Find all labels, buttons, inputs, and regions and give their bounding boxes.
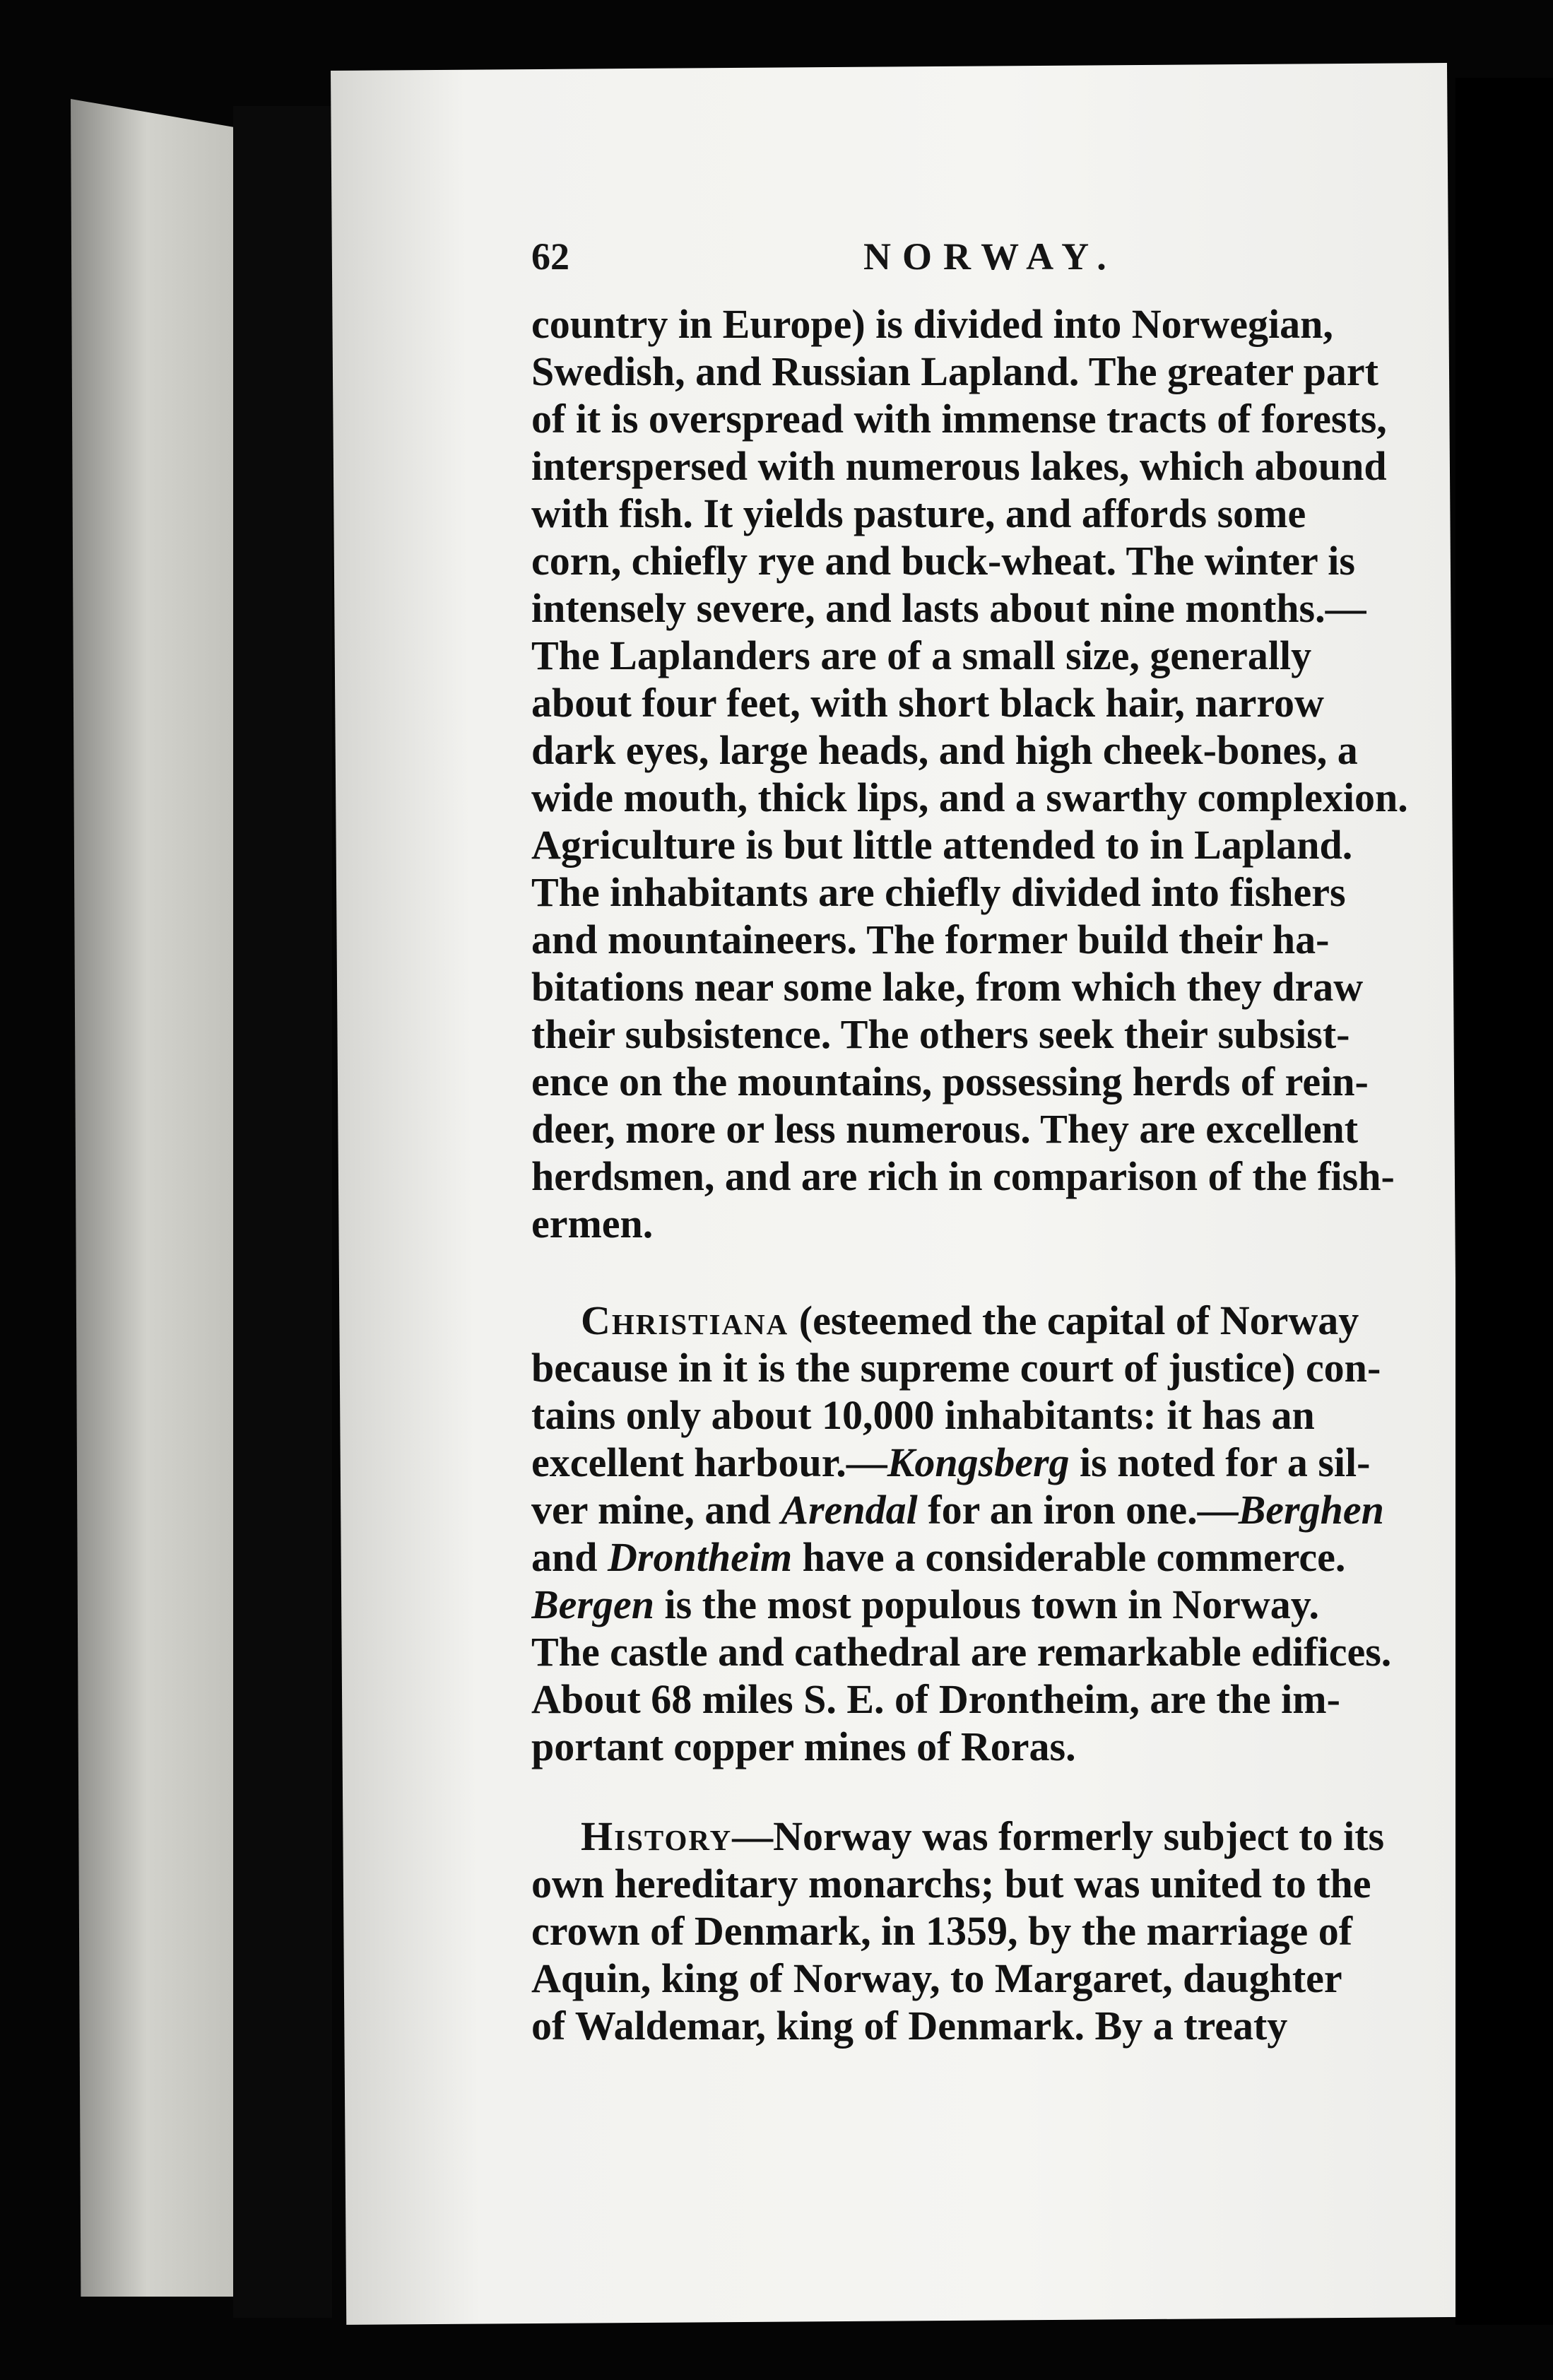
- text-line: ence on the mountains, possessing herds of rein-: [531, 1059, 1369, 1104]
- text-line: portant copper mines of Roras.: [531, 1724, 1076, 1769]
- text-line: of Waldemar, king of Denmark. By a treaty: [531, 2003, 1288, 2049]
- page-header: [531, 235, 1485, 291]
- text-line: interspersed with numerous lakes, which abound: [531, 443, 1387, 489]
- running-title: NORWAY.: [863, 235, 1118, 278]
- text-line: The castle and cathedral are remarkable edifices.: [531, 1629, 1392, 1675]
- text-line: History—Norway was formerly subject to its: [581, 1813, 1385, 1859]
- text-line: their subsistence. The others seek their subsist-: [531, 1011, 1350, 1057]
- place-name: Kongsberg: [887, 1439, 1070, 1485]
- text-line: country in Europe) is divided into Norwegian,: [531, 301, 1333, 347]
- text-line: Agriculture is but little attended to in Lapland.: [531, 822, 1353, 868]
- text-line: own hereditary monarchs; but was united to the: [531, 1861, 1371, 1907]
- book-spine: [233, 106, 332, 2318]
- text-line: about four feet, with short black hair, narrow: [531, 680, 1324, 726]
- text-line: Aquin, king of Norway, to Margaret, daughter: [531, 1955, 1342, 2001]
- text-line: ver mine, and Arendal for an iron one.—Berghen: [531, 1487, 1384, 1533]
- text-line: of it is overspread with immense tracts of forests,: [531, 396, 1387, 442]
- section-lead: Christiana: [581, 1297, 789, 1343]
- text-line: tains only about 10,000 inhabitants: it has an: [531, 1392, 1315, 1438]
- paragraph-history: [531, 1813, 1478, 2049]
- text-line: herdsmen, and are rich in comparison of the fish-: [531, 1153, 1395, 1199]
- text-line: with fish. It yields pasture, and affords some: [531, 490, 1306, 536]
- place-name: Arendal: [781, 1487, 918, 1533]
- text-line: excellent harbour.—Kongsberg is noted for a sil-: [531, 1439, 1371, 1485]
- place-name: Drontheim: [608, 1534, 793, 1580]
- section-lead: History: [581, 1813, 733, 1859]
- text-line: intensely severe, and lasts about nine months.—: [531, 585, 1366, 631]
- text-line: bitations near some lake, from which they draw: [531, 964, 1364, 1010]
- page-number: 62: [531, 235, 569, 278]
- text-line: Christiana (esteemed the capital of Norway: [581, 1297, 1359, 1343]
- text-line: wide mouth, thick lips, and a swarthy complexion.: [531, 774, 1408, 820]
- text-line: corn, chiefly rye and buck-wheat. The winter is: [531, 538, 1355, 584]
- text-line: dark eyes, large heads, and high cheek-bones, a: [531, 727, 1358, 773]
- text-line: and Drontheim have a considerable commerce.: [531, 1534, 1346, 1580]
- text-line: About 68 miles S. E. of Drontheim, are the im-: [531, 1676, 1340, 1722]
- text-line: crown of Denmark, in 1359, by the marriage of: [531, 1908, 1353, 1954]
- text-line: ermen.: [531, 1201, 654, 1247]
- place-name: Berghen: [1238, 1487, 1384, 1533]
- text-line: because in it is the supreme court of justice) con-: [531, 1345, 1381, 1391]
- text-line: The Laplanders are of a small size, generally: [531, 632, 1312, 678]
- text-line: Bergen is the most populous town in Norway.: [531, 1581, 1320, 1627]
- text-line: The inhabitants are chiefly divided into fishers: [531, 869, 1346, 915]
- text-line: and mountaineers. The former build their ha-: [531, 917, 1330, 962]
- paragraph-christiana: [531, 1297, 1478, 1770]
- paragraph-lapland: [531, 300, 1478, 1247]
- text-line: Swedish, and Russian Lapland. The greater part: [531, 348, 1378, 394]
- place-name: Bergen: [531, 1581, 654, 1627]
- text-line: deer, more or less numerous. They are excellent: [531, 1106, 1359, 1152]
